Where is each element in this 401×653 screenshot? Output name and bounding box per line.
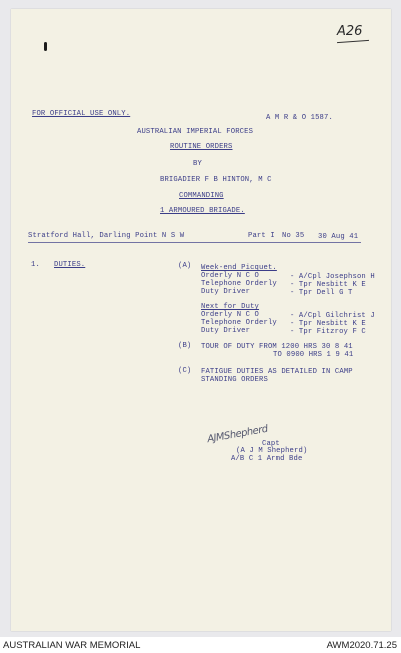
location-number: No 35	[282, 232, 305, 240]
by-label: BY	[193, 160, 202, 168]
next-duty-role: Duty Driver	[201, 327, 251, 335]
item-b-line1: TOUR OF DUTY FROM 1200 HRS 30 8 41	[201, 343, 353, 351]
weekend-picquet-title: Week-end Picquet.	[201, 264, 277, 272]
picquet-role: Duty Driver	[201, 288, 251, 296]
force-heading: AUSTRALIAN IMPERIAL FORCES	[137, 128, 254, 136]
picquet-role: Orderly N C O	[201, 272, 260, 280]
location-place: Stratford Hall, Darling Point N S W	[28, 232, 185, 240]
document-title: ROUTINE ORDERS	[170, 143, 233, 151]
order-reference: A M R & O 1587.	[266, 114, 333, 122]
next-duty-name: - Tpr Fitzroy F C	[290, 328, 366, 336]
next-duty-name: - Tpr Nesbitt K E	[290, 320, 366, 328]
section-number: 1.	[31, 261, 40, 269]
picquet-name: - A/Cpl Josephson H	[290, 273, 375, 281]
footer-accession-number: AWM2020.71.25	[326, 640, 397, 651]
location-rule	[28, 242, 361, 243]
picquet-name: - Tpr Nesbitt K E	[290, 281, 366, 289]
item-c-marker: (C)	[178, 367, 192, 375]
issuer-role: COMMANDING	[179, 192, 224, 200]
signatory-rank: Capt	[262, 440, 280, 448]
signatory-name: (A J M Shepherd)	[236, 447, 308, 455]
item-a-marker: (A)	[178, 262, 192, 270]
archive-reference-mark: A26	[337, 24, 363, 39]
picquet-name: - Tpr Dell G T	[290, 289, 353, 297]
unit-name: 1 ARMOURED BRIGADE.	[160, 207, 245, 215]
classification-label: FOR OFFICIAL USE ONLY.	[32, 110, 131, 118]
issuer-name: BRIGADIER F B HINTON, M C	[160, 176, 272, 184]
next-duty-role: Orderly N C O	[201, 311, 260, 319]
item-c-line1: FATIGUE DUTIES AS DETAILED IN CAMP	[201, 368, 353, 376]
location-part: Part I	[248, 232, 275, 240]
item-c-line2: STANDING ORDERS	[201, 376, 268, 384]
footer-institution: AUSTRALIAN WAR MEMORIAL	[3, 640, 141, 651]
picquet-role: Telephone Orderly	[201, 280, 277, 288]
next-for-duty-title: Next for Duty	[201, 303, 260, 311]
location-date: 30 Aug 41	[318, 233, 359, 241]
handwritten-signature: AJMShepherd	[206, 423, 269, 446]
ink-blot-mark	[44, 42, 47, 51]
next-duty-name: - A/Cpl Gilchrist J	[290, 312, 375, 320]
next-duty-role: Telephone Orderly	[201, 319, 277, 327]
item-b-line2: TO 0900 HRS 1 9 41	[273, 351, 354, 359]
section-title: DUTIES.	[54, 261, 86, 269]
item-b-marker: (B)	[178, 342, 192, 350]
signatory-appointment: A/B C 1 Armd Bde	[231, 455, 303, 463]
